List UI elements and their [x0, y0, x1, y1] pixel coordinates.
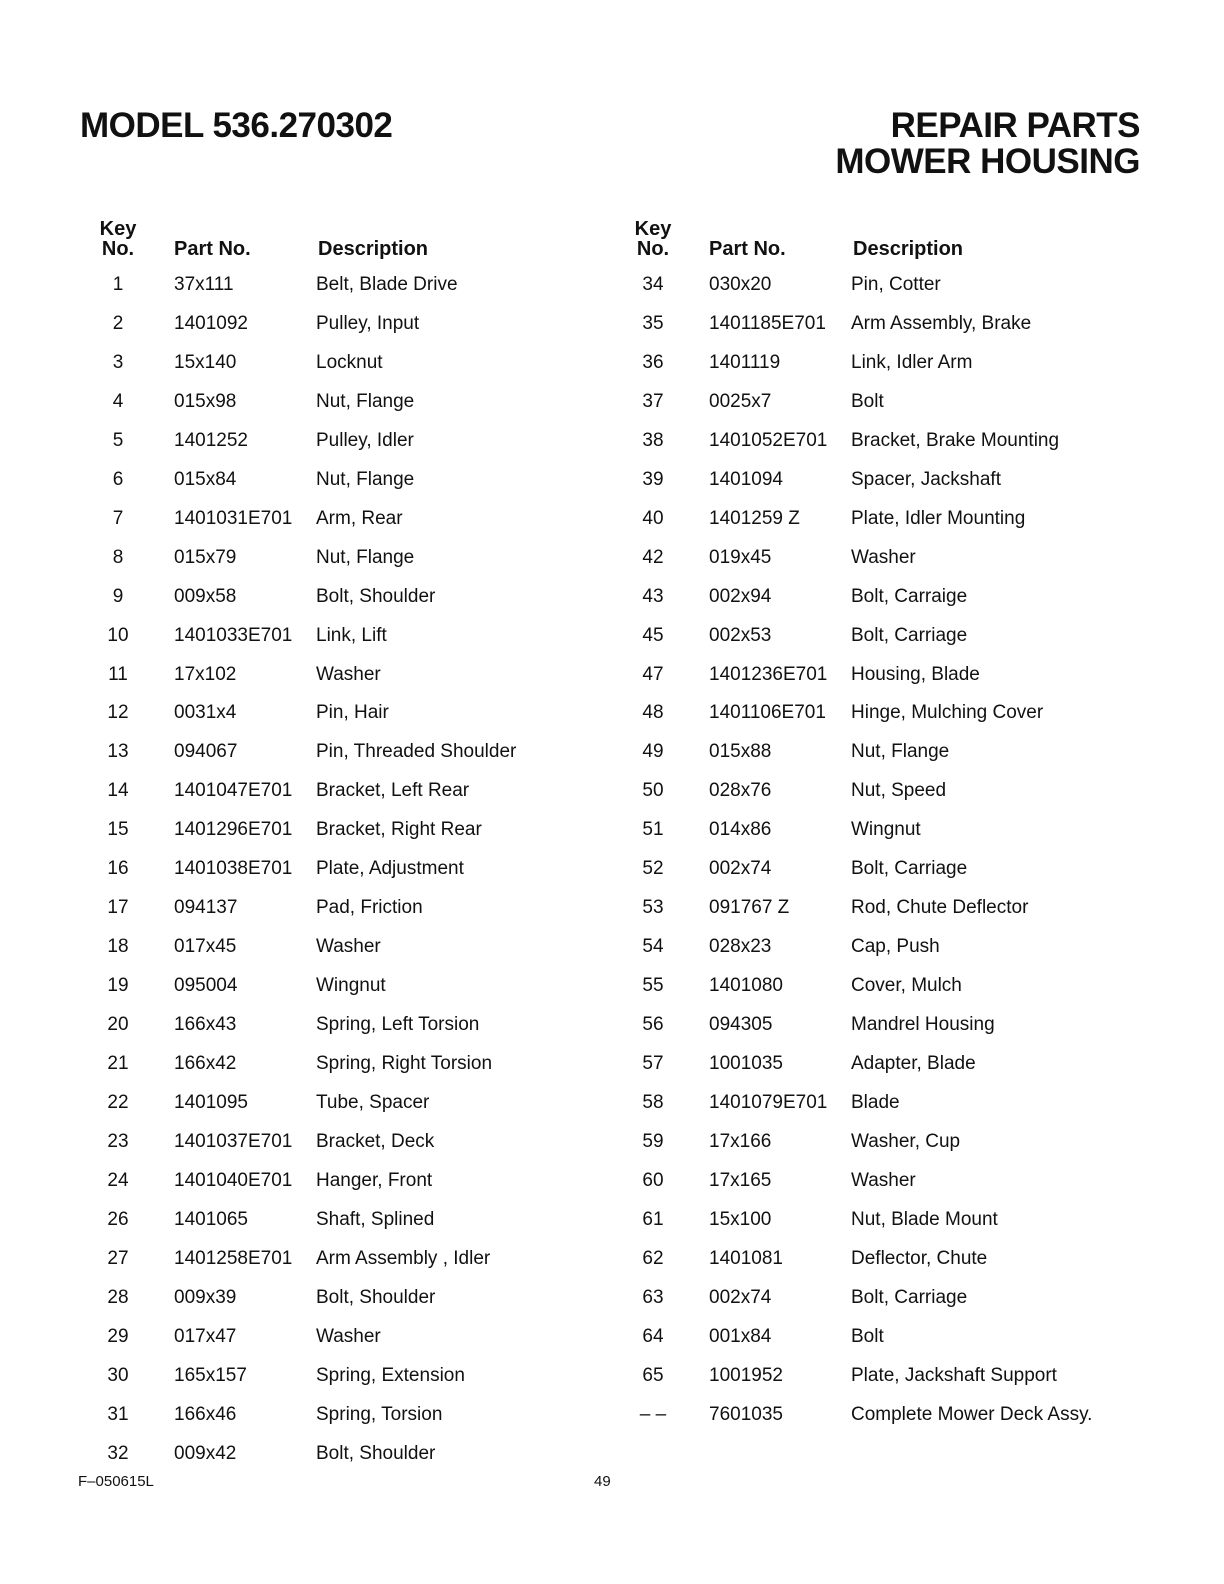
part-number: 1401052E701 [709, 429, 828, 451]
part-number: 028x76 [709, 780, 772, 802]
key-number: 42 [642, 546, 664, 568]
key-number: 59 [642, 1130, 664, 1152]
part-description: Pin, Threaded Shoulder [316, 741, 517, 763]
part-number: 015x98 [174, 390, 237, 412]
part-number: 1401081 [709, 1247, 783, 1269]
key-number: 65 [642, 1364, 664, 1386]
part-number: 091767 Z [709, 897, 790, 919]
part-number: 1401258E701 [174, 1247, 293, 1269]
part-description: Link, Idler Arm [851, 351, 973, 373]
part-number: 028x23 [709, 936, 772, 958]
part-description: Spring, Left Torsion [316, 1014, 480, 1036]
part-number: 15x140 [174, 351, 237, 373]
key-number: 36 [642, 351, 664, 373]
key-number: 37 [642, 390, 664, 412]
part-number: 1401185E701 [709, 312, 826, 334]
part-description: Belt, Blade Drive [316, 274, 458, 295]
part-description: Cap, Push [851, 936, 940, 958]
part-number: 15x100 [709, 1208, 772, 1230]
key-number: 17 [107, 897, 129, 919]
part-description: Housing, Blade [851, 663, 980, 685]
key-number: 60 [642, 1169, 664, 1191]
key-number: 50 [642, 780, 664, 802]
part-description: Deflector, Chute [851, 1247, 988, 1269]
part-description: Bolt, Shoulder [316, 585, 436, 607]
key-number: 56 [642, 1014, 664, 1036]
part-description: Bolt, Carriage [851, 1286, 968, 1308]
key-number: 9 [112, 585, 124, 607]
part-number: 094067 [174, 741, 238, 763]
part-number: 009x42 [174, 1442, 237, 1464]
part-number: 017x47 [174, 1325, 237, 1347]
key-number: 55 [642, 975, 664, 997]
key-number: 28 [107, 1286, 129, 1308]
part-description: Spring, Right Torsion [316, 1053, 493, 1074]
key-number: 31 [107, 1403, 129, 1425]
part-description: Wingnut [316, 975, 386, 997]
part-number: 7601035 [709, 1403, 783, 1425]
part-number: 094305 [709, 1014, 773, 1036]
part-description: Bolt, Carriage [851, 624, 968, 646]
key-number: 26 [107, 1208, 129, 1230]
part-description: Washer [851, 546, 916, 568]
key-number: 54 [642, 936, 664, 958]
key-number: 38 [642, 429, 664, 451]
key-number: 30 [107, 1364, 129, 1386]
key-number: 27 [107, 1247, 129, 1269]
part-number: 1401038E701 [174, 858, 293, 880]
key-number: 62 [642, 1247, 664, 1269]
part-number: 1401033E701 [174, 624, 293, 646]
part-description: Locknut [316, 351, 383, 373]
part-description: Wingnut [851, 819, 921, 841]
key-number: 3 [112, 351, 124, 373]
part-description: Pulley, Idler [316, 429, 414, 451]
part-description: Blade [851, 1091, 900, 1113]
part-description: Bolt, Carriage [851, 858, 968, 880]
part-description: Bolt, Shoulder [316, 1286, 436, 1308]
key-number: 53 [642, 897, 664, 919]
part-description: Tube, Spacer [316, 1091, 430, 1113]
part-description: Plate, Jackshaft Support [851, 1364, 1057, 1386]
key-number: 29 [107, 1325, 129, 1347]
part-number: 009x39 [174, 1286, 237, 1308]
part-description: Bracket, Right Rear [316, 819, 482, 841]
part-description: Nut, Blade Mount [851, 1208, 998, 1230]
part-description: Pin, Cotter [851, 274, 941, 295]
page-number: 49 [594, 1473, 611, 1490]
form-code: F–050615L [78, 1473, 154, 1490]
part-number: 002x74 [709, 858, 772, 880]
part-description: Shaft, Splined [316, 1208, 435, 1230]
part-number: 1401259 Z [709, 507, 800, 529]
part-description: Pulley, Input [316, 312, 420, 334]
section-title-line2: MOWER HOUSING [835, 142, 1140, 181]
key-number: 61 [642, 1208, 664, 1230]
key-number: 5 [112, 429, 124, 451]
key-header-line2: No. [636, 238, 670, 260]
key-number: 57 [642, 1053, 664, 1074]
key-number: 43 [642, 585, 664, 607]
part-description: Bracket, Deck [316, 1130, 435, 1152]
model-title: MODEL 536.270302 [80, 106, 393, 145]
part-number: 1401252 [174, 429, 248, 451]
part-number: 165x157 [174, 1364, 247, 1386]
key-number: 2 [112, 312, 124, 334]
part-description: Plate, Idler Mounting [851, 507, 1026, 529]
part-description: Washer [316, 936, 381, 958]
part-number: 0025x7 [709, 390, 772, 412]
part-description: Arm Assembly , Idler [316, 1247, 491, 1269]
part-description: Arm Assembly, Brake [851, 312, 1032, 334]
part-number: 1001035 [709, 1053, 783, 1074]
part-number: 166x43 [174, 1014, 237, 1036]
part-description: Bracket, Left Rear [316, 780, 470, 802]
part-number: 015x88 [709, 741, 772, 763]
part-description: Arm, Rear [316, 507, 403, 529]
part-description: Bracket, Brake Mounting [851, 429, 1060, 451]
part-number: 015x84 [174, 468, 237, 490]
key-number: 24 [107, 1169, 129, 1191]
key-number: 51 [642, 819, 664, 841]
part-number: 37x111 [174, 274, 234, 295]
part-description: Washer, Cup [851, 1130, 961, 1152]
part-number: 17x166 [709, 1130, 772, 1152]
part-number: 1401092 [174, 312, 248, 334]
part-number: 1401065 [174, 1208, 248, 1230]
key-number: 13 [107, 741, 129, 763]
part-number: 002x53 [709, 624, 772, 646]
key-number: 45 [642, 624, 664, 646]
part-number: 002x94 [709, 585, 772, 607]
part-description: Nut, Flange [316, 468, 415, 490]
section-title [835, 108, 1140, 180]
part-description: Washer [851, 1169, 916, 1191]
key-number: 35 [642, 312, 664, 334]
part-description: Hanger, Front [316, 1169, 433, 1191]
part-number: 1401037E701 [174, 1130, 293, 1152]
part-number: 002x74 [709, 1286, 772, 1308]
part-number: 1401079E701 [709, 1091, 828, 1113]
key-number: 40 [642, 507, 664, 529]
part-description: Link, Lift [316, 624, 387, 646]
part-description: Bolt [851, 390, 884, 412]
part-number: 014x86 [709, 819, 772, 841]
part-description: Spring, Extension [316, 1364, 465, 1386]
key-number: 49 [642, 741, 664, 763]
part-description: Bolt, Shoulder [316, 1442, 436, 1464]
key-number: 6 [112, 468, 124, 490]
part-description: Spacer, Jackshaft [851, 468, 1001, 490]
key-number: 1 [112, 274, 124, 295]
part-number: 1401296E701 [174, 819, 293, 841]
key-header-line1: Key [99, 218, 137, 240]
key-number: 47 [642, 663, 664, 685]
key-number: 4 [112, 390, 124, 412]
part-description: Cover, Mulch [851, 975, 962, 997]
part-number: 030x20 [709, 274, 772, 295]
part-description: Washer [316, 663, 381, 685]
part-description: Spring, Torsion [316, 1403, 443, 1425]
key-header-line1: Key [634, 218, 672, 240]
key-number: 48 [642, 702, 664, 724]
key-number: 58 [642, 1091, 664, 1113]
key-number: 18 [107, 936, 129, 958]
part-description: Nut, Speed [851, 780, 947, 802]
key-number: 14 [107, 780, 129, 802]
part-number: 095004 [174, 975, 238, 997]
part-description: Plate, Adjustment [316, 858, 464, 880]
part-description: Pin, Hair [316, 702, 389, 724]
key-number: 39 [642, 468, 664, 490]
part-number: 1001952 [709, 1364, 783, 1386]
part-description: Adapter, Blade [851, 1053, 976, 1074]
part-number-header: Part No. [709, 238, 786, 260]
part-number: 015x79 [174, 546, 237, 568]
part-description: Rod, Chute Deflector [851, 897, 1029, 919]
part-description: Nut, Flange [851, 741, 950, 763]
key-number: 52 [642, 858, 664, 880]
key-number: 15 [107, 819, 129, 841]
key-number: 64 [642, 1325, 664, 1347]
part-number: 1401106E701 [709, 702, 826, 724]
part-number: 1401095 [174, 1091, 248, 1113]
part-number: 094137 [174, 897, 238, 919]
key-number: 10 [107, 624, 129, 646]
part-description: Mandrel Housing [851, 1014, 995, 1036]
part-description: Complete Mower Deck Assy. [851, 1403, 1093, 1425]
description-header: Description [318, 238, 429, 260]
part-number: 166x42 [174, 1053, 237, 1074]
part-number: 1401040E701 [174, 1169, 293, 1191]
part-description: Pad, Friction [316, 897, 423, 919]
key-number: 63 [642, 1286, 664, 1308]
key-number: 7 [112, 507, 124, 529]
key-header-line2: No. [101, 238, 135, 260]
key-number: 20 [107, 1014, 129, 1036]
part-description: Washer [316, 1325, 381, 1347]
part-description: Nut, Flange [316, 390, 415, 412]
part-number: 1401047E701 [174, 780, 293, 802]
description-header: Description [853, 238, 964, 260]
key-number: 22 [107, 1091, 129, 1113]
part-description: Bolt [851, 1325, 884, 1347]
part-number: 1401236E701 [709, 663, 828, 685]
key-number: 21 [107, 1053, 129, 1074]
key-number: 19 [107, 975, 129, 997]
part-description: Hinge, Mulching Cover [851, 702, 1044, 724]
key-number: 8 [112, 546, 124, 568]
part-number: 17x102 [174, 663, 237, 685]
key-number: 11 [108, 663, 128, 685]
part-number: 1401119 [709, 351, 781, 373]
part-number: 001x84 [709, 1325, 772, 1347]
key-number: 23 [107, 1130, 129, 1152]
key-number: – – [639, 1403, 667, 1425]
part-number: 019x45 [709, 546, 772, 568]
section-title-line1: REPAIR PARTS [890, 106, 1140, 145]
key-number: 12 [107, 702, 129, 724]
part-number: 009x58 [174, 585, 237, 607]
part-description: Nut, Flange [316, 546, 415, 568]
key-number: 32 [107, 1442, 129, 1464]
part-number-header: Part No. [174, 238, 251, 260]
part-number: 1401094 [709, 468, 783, 490]
part-number: 0031x4 [174, 702, 237, 724]
part-number: 1401031E701 [174, 507, 293, 529]
part-description: Bolt, Carraige [851, 585, 968, 607]
key-number: 16 [107, 858, 129, 880]
part-number: 017x45 [174, 936, 237, 958]
part-number: 166x46 [174, 1403, 237, 1425]
key-number: 34 [642, 274, 664, 295]
part-number: 1401080 [709, 975, 783, 997]
part-number: 17x165 [709, 1169, 772, 1191]
